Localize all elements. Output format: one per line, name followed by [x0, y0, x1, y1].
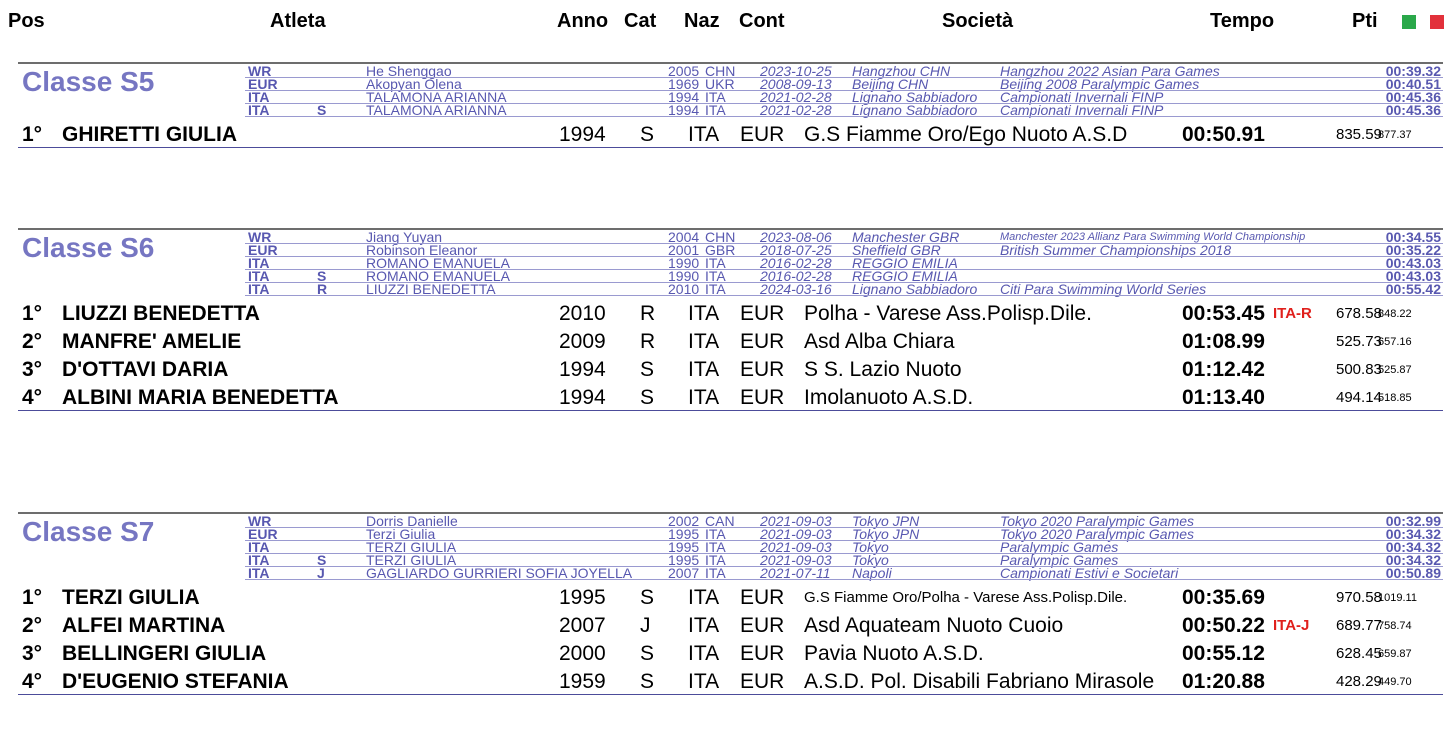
record-nation: ITA: [705, 552, 726, 568]
athlete-continent: EUR: [740, 358, 785, 381]
record-event: Hangzhou 2022 Asian Para Games: [1000, 63, 1220, 79]
athlete-nation: ITA: [688, 642, 720, 665]
result-row: [0, 613, 1447, 639]
record-date: 2021-09-03: [760, 552, 832, 568]
record-year: 2001: [668, 242, 700, 258]
record-type: ITA: [248, 89, 270, 105]
record-category: J: [317, 565, 325, 581]
result-row: [0, 585, 1447, 611]
athlete-category: S: [640, 670, 655, 693]
result-time: 00:35.69: [1182, 586, 1265, 609]
athlete-category: S: [640, 123, 655, 146]
result-position: 3°: [22, 358, 43, 381]
record-time: 00:34.32: [1385, 552, 1441, 568]
record-type: ITA: [248, 552, 270, 568]
result-points: 500.83: [1336, 361, 1382, 378]
athlete-name: BELLINGERI GIULIA: [62, 642, 267, 665]
record-date: 2021-09-03: [760, 539, 832, 555]
athlete-category: S: [640, 642, 655, 665]
athlete-continent: EUR: [740, 123, 785, 146]
record-place: REGGIO EMILIA: [852, 255, 958, 271]
result-points: 628.45: [1336, 645, 1382, 662]
result-time: 00:55.12: [1182, 642, 1265, 665]
class-title: Classe S5: [22, 66, 155, 97]
result-time: 01:12.42: [1182, 358, 1265, 381]
record-event: Campionati Estivi e Societari: [1000, 565, 1179, 581]
athlete-year: 2007: [559, 614, 606, 637]
record-time: 00:43.03: [1385, 255, 1441, 271]
record-row: [0, 566, 1447, 580]
athlete-category: R: [640, 302, 656, 325]
athlete-category: S: [640, 586, 655, 609]
result-position: 4°: [22, 386, 43, 409]
athlete-year: 2010: [559, 302, 606, 325]
record-nation: ITA: [705, 565, 726, 581]
header-tempo: Tempo: [1210, 10, 1275, 32]
result-time: 00:53.45: [1182, 302, 1265, 325]
athlete-name: MANFRE' AMELIE: [62, 330, 242, 353]
record-nation: CHN: [705, 229, 736, 245]
result-position: 1°: [22, 123, 43, 146]
record-type: ITA: [248, 268, 270, 284]
record-type: WR: [248, 513, 272, 529]
athlete-category: J: [640, 614, 651, 637]
athlete-year: 1994: [559, 123, 606, 146]
header-pti: Pti: [1352, 10, 1378, 32]
record-time: 00:34.55: [1385, 229, 1441, 245]
record-type: EUR: [248, 76, 278, 92]
athlete-nation: ITA: [688, 330, 720, 353]
athlete-nation: ITA: [688, 386, 720, 409]
record-date: 2023-08-06: [760, 229, 832, 245]
record-nation: ITA: [705, 268, 726, 284]
result-row: [0, 122, 1447, 148]
record-year: 1995: [668, 526, 700, 542]
athlete-continent: EUR: [740, 330, 785, 353]
record-nation: CAN: [705, 513, 735, 529]
record-time: 00:34.32: [1385, 526, 1441, 542]
record-holder: Terzi Giulia: [366, 526, 436, 542]
record-event: Campionati Invernali FINP: [1000, 102, 1164, 118]
record-time: 00:43.03: [1385, 268, 1441, 284]
result-points-alt: 848.22: [1378, 308, 1412, 320]
record-place: Tokyo: [852, 552, 889, 568]
header-anno: Anno: [557, 10, 609, 32]
athlete-nation: ITA: [688, 358, 720, 381]
record-event: Tokyo 2020 Paralympic Games: [1000, 526, 1195, 542]
record-time: 00:45.36: [1385, 89, 1441, 105]
record-type: EUR: [248, 526, 278, 542]
athlete-club: S S. Lazio Nuoto: [804, 358, 962, 381]
record-year: 1995: [668, 552, 700, 568]
record-place: REGGIO EMILIA: [852, 268, 958, 284]
result-rule: [18, 410, 1443, 411]
athlete-club: A.S.D. Pol. Disabili Fabriano Mirasole: [804, 670, 1155, 693]
result-points: 689.77: [1336, 617, 1382, 634]
record-type: ITA: [248, 539, 270, 555]
result-points: 494.14: [1336, 389, 1382, 406]
record-flag: ITA-J: [1273, 617, 1310, 634]
record-holder: TERZI GIULIA: [366, 552, 457, 568]
record-date: 2008-09-13: [760, 76, 832, 92]
result-position: 2°: [22, 614, 43, 637]
record-date: 2021-09-03: [760, 526, 832, 542]
result-points-alt: 518.85: [1378, 392, 1412, 404]
athlete-name: LIUZZI BENEDETTA: [62, 302, 260, 325]
record-event: Tokyo 2020 Paralympic Games: [1000, 513, 1195, 529]
record-holder: ROMANO EMANUELA: [366, 268, 510, 284]
result-points-alt: 877.37: [1378, 129, 1412, 141]
athlete-club: G.S Fiamme Oro/Ego Nuoto A.S.D: [804, 123, 1128, 146]
class-title: Classe S7: [22, 516, 155, 547]
athlete-category: S: [640, 358, 655, 381]
record-date: 2024-03-16: [760, 281, 832, 297]
record-year: 2007: [668, 565, 700, 581]
record-type: ITA: [248, 102, 270, 118]
record-place: Hangzhou CHN: [852, 63, 951, 79]
result-row: [0, 385, 1447, 411]
record-holder: TERZI GIULIA: [366, 539, 457, 555]
record-holder: TALAMONA ARIANNA: [366, 89, 507, 105]
record-year: 1969: [668, 76, 700, 92]
result-points-alt: 758.74: [1378, 620, 1412, 632]
athlete-club: Polha - Varese Ass.Polisp.Dile.: [804, 302, 1092, 325]
record-category: S: [317, 268, 327, 284]
result-time: 01:13.40: [1182, 386, 1265, 409]
result-position: 1°: [22, 586, 43, 609]
record-category: R: [317, 281, 328, 297]
result-points: 428.29: [1336, 673, 1382, 690]
record-time: 00:32.99: [1385, 513, 1441, 529]
athlete-continent: EUR: [740, 670, 785, 693]
record-nation: ITA: [705, 89, 726, 105]
athlete-continent: EUR: [740, 386, 785, 409]
record-year: 1990: [668, 268, 700, 284]
record-type: ITA: [248, 255, 270, 271]
athlete-club: Asd Alba Chiara: [804, 330, 955, 353]
athlete-club: G.S Fiamme Oro/Polha - Varese Ass.Polisp.Dile.: [804, 589, 1128, 606]
record-time: 00:50.89: [1385, 565, 1441, 581]
result-time: 01:08.99: [1182, 330, 1265, 353]
record-place: Tokyo: [852, 539, 889, 555]
result-points: 970.58: [1336, 589, 1382, 606]
header-cat: Cat: [624, 10, 657, 32]
record-holder: Robinson Eleanor: [366, 242, 478, 258]
record-place: Tokyo JPN: [852, 526, 920, 542]
result-row: [0, 329, 1447, 355]
record-category: S: [317, 102, 327, 118]
record-place: Manchester GBR: [852, 229, 960, 245]
record-type: WR: [248, 229, 272, 245]
record-time: 00:55.42: [1385, 281, 1441, 297]
result-points-alt: 449.70: [1378, 676, 1412, 688]
record-year: 1994: [668, 102, 700, 118]
result-time: 00:50.22: [1182, 614, 1265, 637]
record-year: 1994: [668, 89, 700, 105]
athlete-year: 1959: [559, 670, 606, 693]
record-date: 2021-07-11: [760, 565, 831, 581]
record-place: Lignano Sabbiadoro: [852, 281, 978, 297]
header-atleta: Atleta: [270, 10, 326, 32]
record-event: Manchester 2023 Allianz Para Swimming World Championship: [1000, 231, 1306, 243]
record-rule: [245, 116, 1443, 117]
record-nation: ITA: [705, 526, 726, 542]
athlete-category: R: [640, 330, 656, 353]
athlete-name: GHIRETTI GIULIA: [62, 123, 237, 146]
athlete-nation: ITA: [688, 302, 720, 325]
athlete-name: ALFEI MARTINA: [62, 614, 226, 637]
athlete-nation: ITA: [688, 614, 720, 637]
result-rule: [18, 147, 1443, 148]
record-place: Lignano Sabbiadoro: [852, 102, 978, 118]
result-rule: [18, 694, 1443, 695]
record-rule: [245, 295, 1443, 296]
record-rule: [245, 579, 1443, 580]
result-time: 00:50.91: [1182, 123, 1265, 146]
result-points-alt: 1019.11: [1378, 592, 1417, 604]
athlete-nation: ITA: [688, 586, 720, 609]
italy-flag-icon: [1402, 15, 1444, 29]
record-time: 00:35.22: [1385, 242, 1441, 258]
record-nation: ITA: [705, 102, 726, 118]
record-holder: TALAMONA ARIANNA: [366, 102, 507, 118]
athlete-nation: ITA: [688, 670, 720, 693]
record-date: 2021-02-28: [760, 89, 832, 105]
record-nation: ITA: [705, 539, 726, 555]
record-place: Lignano Sabbiadoro: [852, 89, 978, 105]
record-date: 2018-07-25: [760, 242, 832, 258]
result-position: 1°: [22, 302, 43, 325]
result-points-alt: 659.87: [1378, 648, 1412, 660]
athlete-club: Asd Aquateam Nuoto Cuoio: [804, 614, 1064, 637]
athlete-continent: EUR: [740, 642, 785, 665]
result-points-alt: 657.16: [1378, 336, 1412, 348]
record-place: Tokyo JPN: [852, 513, 920, 529]
athlete-year: 2009: [559, 330, 606, 353]
athlete-club: Pavia Nuoto A.S.D.: [804, 642, 984, 665]
record-date: 2016-02-28: [760, 255, 832, 271]
result-row: [0, 301, 1447, 327]
result-position: 3°: [22, 642, 43, 665]
result-points: 835.59: [1336, 126, 1382, 143]
record-time: 00:34.32: [1385, 539, 1441, 555]
record-category: S: [317, 552, 327, 568]
record-year: 1990: [668, 255, 700, 271]
result-row: [0, 641, 1447, 667]
athlete-category: S: [640, 386, 655, 409]
record-holder: Jiang Yuyan: [366, 229, 443, 245]
record-date: 2016-02-28: [760, 268, 832, 284]
result-row: [0, 357, 1447, 383]
record-holder: Akopyan Olena: [366, 76, 462, 92]
athlete-year: 1994: [559, 358, 606, 381]
record-year: 2005: [668, 63, 700, 79]
record-year: 2002: [668, 513, 700, 529]
header-naz: Naz: [684, 10, 720, 32]
record-nation: GBR: [705, 242, 736, 258]
record-flag: ITA-R: [1273, 305, 1312, 322]
record-holder: He Shenggao: [366, 63, 452, 79]
athlete-continent: EUR: [740, 302, 785, 325]
record-event: Paralympic Games: [1000, 552, 1119, 568]
record-time: 00:45.36: [1385, 102, 1441, 118]
record-event: Paralympic Games: [1000, 539, 1119, 555]
record-nation: ITA: [705, 255, 726, 271]
athlete-year: 2000: [559, 642, 606, 665]
athlete-name: D'OTTAVI DARIA: [62, 358, 229, 381]
class-title: Classe S6: [22, 232, 155, 263]
record-row: [0, 103, 1447, 117]
athlete-name: TERZI GIULIA: [62, 586, 200, 609]
record-time: 00:40.51: [1385, 76, 1441, 92]
athlete-name: D'EUGENIO STEFANIA: [62, 670, 289, 693]
record-date: 2021-09-03: [760, 513, 832, 529]
record-row: [0, 282, 1447, 296]
record-event: Citi Para Swimming World Series: [1000, 281, 1207, 297]
record-date: 2023-10-25: [760, 63, 832, 79]
record-time: 00:39.32: [1385, 63, 1441, 79]
record-event: Beijing 2008 Paralympic Games: [1000, 76, 1200, 92]
record-place: Beijing CHN: [852, 76, 929, 92]
result-position: 4°: [22, 670, 43, 693]
athlete-club: Imolanuoto A.S.D.: [804, 386, 974, 409]
record-date: 2021-02-28: [760, 102, 832, 118]
result-row: [0, 669, 1447, 695]
record-year: 2010: [668, 281, 700, 297]
record-type: ITA: [248, 281, 270, 297]
record-type: ITA: [248, 565, 270, 581]
header-cont: Cont: [739, 10, 785, 32]
record-nation: UKR: [705, 76, 735, 92]
record-type: WR: [248, 63, 272, 79]
athlete-year: 1994: [559, 386, 606, 409]
record-event: British Summer Championships 2018: [1000, 242, 1232, 258]
result-time: 01:20.88: [1182, 670, 1265, 693]
record-nation: ITA: [705, 281, 726, 297]
result-points-alt: 525.87: [1378, 364, 1412, 376]
athlete-nation: ITA: [688, 123, 720, 146]
record-year: 2004: [668, 229, 700, 245]
record-nation: CHN: [705, 63, 736, 79]
record-type: EUR: [248, 242, 278, 258]
record-year: 1995: [668, 539, 700, 555]
athlete-continent: EUR: [740, 586, 785, 609]
header-societa: Società: [942, 10, 1014, 32]
result-points: 678.58: [1336, 305, 1382, 322]
record-holder: LIUZZI BENEDETTA: [366, 281, 496, 297]
result-position: 2°: [22, 330, 43, 353]
athlete-year: 1995: [559, 586, 606, 609]
header-pos: Pos: [8, 10, 45, 32]
athlete-continent: EUR: [740, 614, 785, 637]
result-points: 525.73: [1336, 333, 1382, 350]
record-holder: Dorris Danielle: [366, 513, 458, 529]
record-holder: ROMANO EMANUELA: [366, 255, 510, 271]
record-event: Campionati Invernali FINP: [1000, 89, 1164, 105]
record-place: Sheffield GBR: [852, 242, 941, 258]
record-holder: GAGLIARDO GURRIERI SOFIA JOYELLA: [366, 565, 633, 581]
record-place: Napoli: [852, 565, 892, 581]
athlete-name: ALBINI MARIA BENEDETTA: [62, 386, 339, 409]
